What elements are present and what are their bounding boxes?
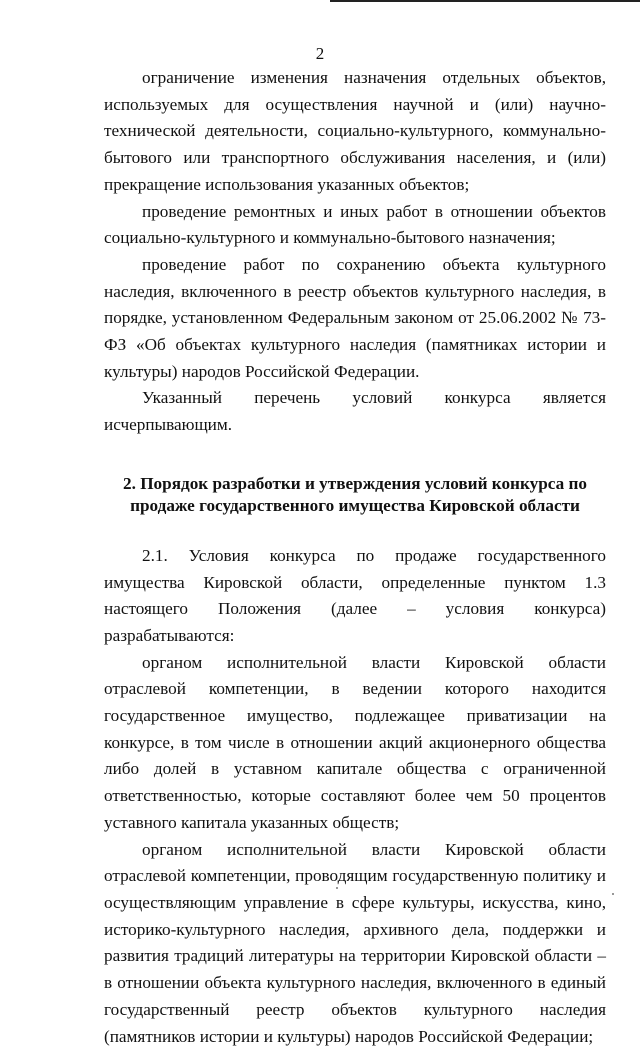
paragraph-heritage-works: проведение работ по сохранению объекта культурного наследия, включенного в реестр объектов культурного наследия, в порядке, установленном Федеральным законом от 25.06.2002 № 73-ФЗ «Об объектах культурного наследия (памятниках истории и культуры) народов Российской Федерации. [104, 254, 606, 381]
paragraph-culture-authority: органом исполнительной власти Кировской области отраслевой компетенции, проводящим государственную политику и осуществляющим управление в сфере культуры, искусства, кино, историко-культурного наследия, архивного дела, поддержки и развития традиций литературы на территории Кировской области – в отношении объекта культурного наследия, включенного в единый государственный реестр объектов культурного наследия (памятников истории и культуры) народов Российской Федерации; [104, 839, 606, 1046]
section-heading-line-1: 2. Порядок разработки и утверждения условий конкурса по [123, 473, 587, 493]
section-heading-line-2: продаже государственного имущества Кировской области [130, 495, 580, 515]
paragraph-exhaustive-list: Указанный перечень условий конкурса является исчерпывающим. [104, 388, 606, 435]
top-edge-rule [330, 0, 640, 2]
section-heading [104, 473, 606, 517]
paragraph-repair-works: проведение ремонтных и иных работ в отношении объектов социально-культурного и коммунально-бытового назначения; [104, 201, 606, 248]
document-body [104, 65, 606, 1050]
paragraph-restriction: ограничение изменения назначения отдельных объектов, используемых для осуществления научной и (или) научно-технической деятельности, социально-культурного, коммунально-бытового или транспортного обслуживания населения, и (или) прекращение использования указанных объектов; [104, 68, 606, 194]
scan-speck [612, 893, 614, 895]
paragraph-2-1: 2.1. Условия конкурса по продаже государственного имущества Кировской области, определенные пунктом 1.3 настоящего Положения (далее – условия конкурса) разрабатываются: [104, 545, 606, 645]
page-number: 2 [315, 44, 325, 63]
paragraph-sector-authority: органом исполнительной власти Кировской области отраслевой компетенции, в ведении которого находится государственное имущество, подлежащее приватизации на конкурсе, в том числе в отношении акций акционерного общества либо долей в уставном капитале общества с ограниченной ответственностью, которые составляют более чем 50 процентов уставного капитала указанных обществ; [104, 652, 606, 832]
scan-speck [336, 887, 338, 889]
